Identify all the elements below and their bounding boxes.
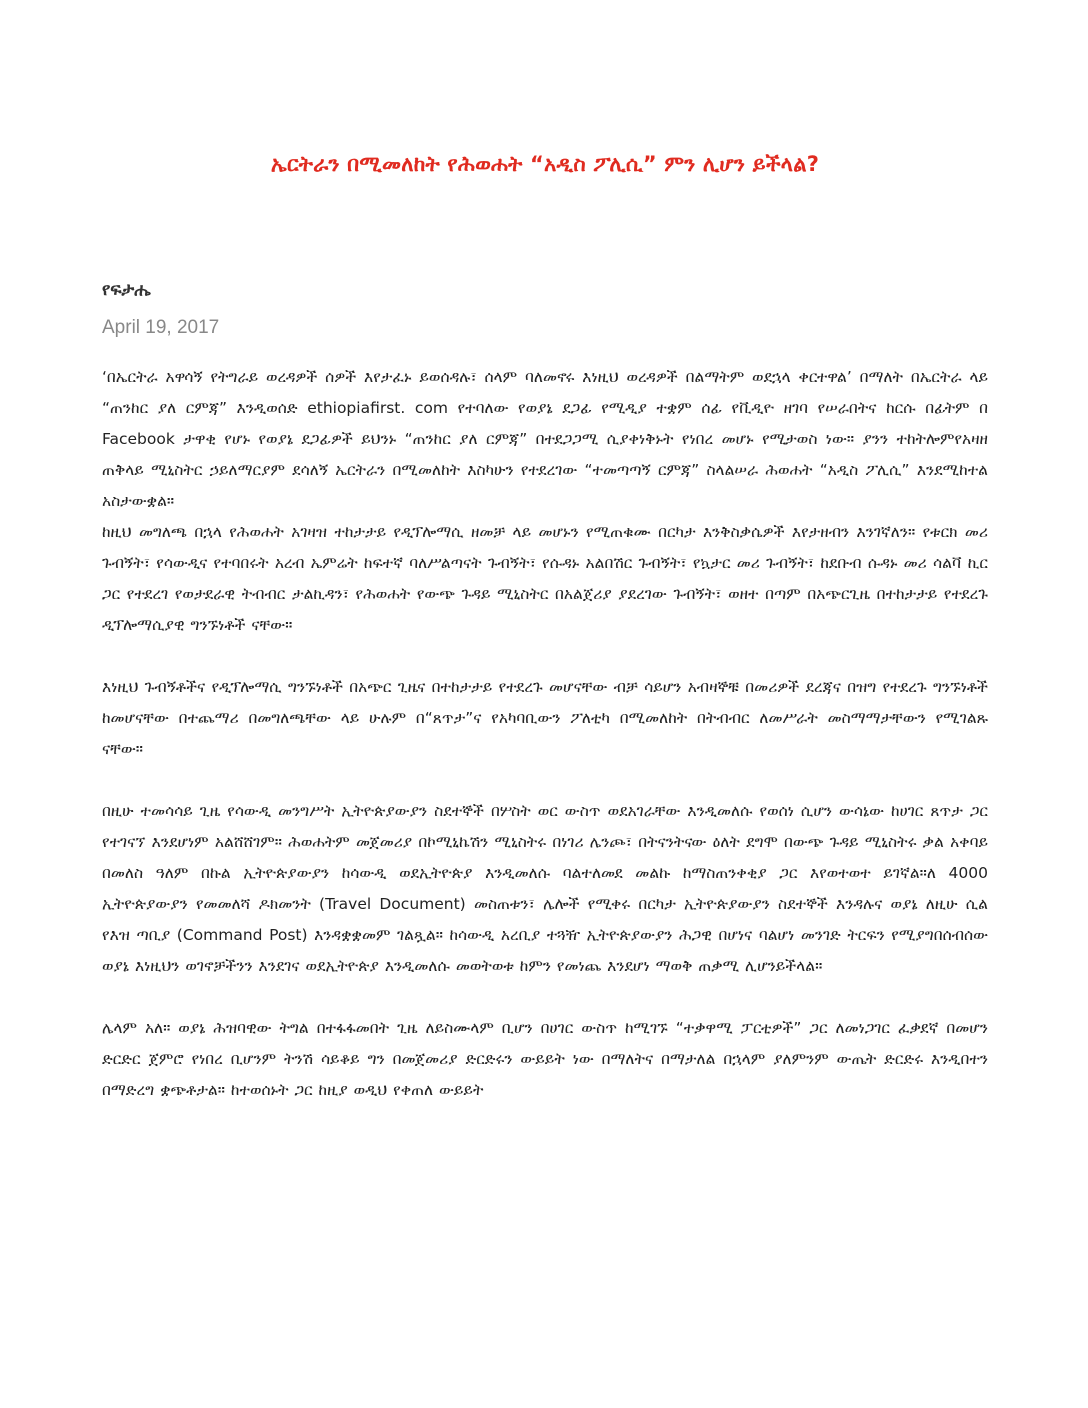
article-author: የፍታሔ: [102, 280, 151, 300]
article-title: ኤርትራን በሚመለከት የሕወሐት “አዲስ ፖሊሲ” ምን ሊሆን ይችላል?: [270, 152, 820, 176]
paragraph-1: ‘በኤርትራ አዋሳኝ የትግራይ ወረዳዎች ሰዎች እየታፈኑ ይወሰዳሉ፣ ሰላም ባለመኖሩ እነዚህ ወረዳዎች በልማትም ወደኋላ ቀርተዋል’ በማለት በኤርትራ ላይ “ጠንከር ያለ ርምጃ” እንዲወሰድ ethiopiafirst. com የተባለው የወያኔ ደጋፊ የሚዲያ ተቋም ሰፊ የቪዲዮ ዘገባ የሠራበትና ከርሱ በፊትም በ Facebook ታዋቂ የሆኑ የወያኔ ደጋፊዎች ይህንኑ “ጠንከር ያለ ርምጃ” በተደጋጋሚ ሲያቀነቅኑት የነበረ መሆኑ የሚታወስ ነው። ያንን ተከትሎምየአዛዘ ጠቅላይ ሚኒስትር ኃይለማርያም ደሳለኝ ኤርትራን በሚመለከት እስካሁን የተደረገው “ተመጣጣኝ ርምጃ” ስላልሠራ ሕወሐት “አዲስ ፖሊሲ” እንደሚከተል አስታውቋል። ከዚህ መግለጫ በኋላ የሕወሐት አገዛዝ ተከታታይ የዲፕሎማሲ ዘመቻ ላይ መሆኑን የሚጠቁሙ በርካታ እንቅስቃሴዎች እየታዘብን እንገኛለን። የቱርክ መሪ ጉብኝት፣ የሳውዲና የተባበሩት አረብ ኤምሬት ከፍተኛ ባለሥልጣናት ጉብኝት፣ የሱዳኑ አልበሽር ጉብኝት፣ የኳታር መሪ ጉብኝት፣ ከደቡብ ሱዳኑ መሪ ሳልቫ ኪር ጋር የተደረገ የወታደራዊ ትብብር ታልኪዳን፣ የሕወሐት የውጭ ጉዳይ ሚኒስትር በአልጀሪያ ያደረገው ጉብኝት፣ ወዘተ በጣም በአጭርጊዜ በተከታታይ የተደረጉ ዲፕሎማሲያዊ ግንኙነቶች ናቸው።: [102, 368, 988, 634]
paragraph-3: በዚሁ ተመሳሳይ ጊዜ የሳውዲ መንግሥት ኢትዮጵያውያን ስደተኞች በሦስት ወር ውስጥ ወደአገራቸው እንዲመለሱ የወሰነ ሲሆን ውሳኔው ከሀገር ጸጥታ ጋር የተገናኘ እንደሆነም አልሸሸገም። ሕወሐትም መጀመሪያ በኮሚኒኬሽን ሚኒስትሩ በነገሪ ሌንጮ፣ በትናንትናው ዕለት ደግሞ በውጭ ጉዳይ ሚኒስትሩ ቃል አቀባይ በመለስ ዓለም በኩል ኢትዮጵያውያን ከሳውዲ ወደኢትዮጵያ እንዲመለሱ ባልተለመደ መልኩ ከማስጠንቀቂያ ጋር እየወተወተ ይገኛል።ለ 4000 ኢትዮጵያውያን የመመለሻ ዶክመንት (Travel Document) መስጠቱን፣ ሌሎች የሚቀሩ በርካታ ኢትዮጵያውያን ስደተኞች እንዳሉና ወያኔ ለዚሁ ሲል የእዝ ጣቢያ (Command Post) እንዳቋቋመም ገልጿል። ከሳውዲ አረቢያ ተጓዥ ኢትዮጵያውያን ሕጋዊ በሆነና ባልሆነ መንገድ ትርፍን የሚያግበሰብሰው ወያኔ እነዚህን ወገኖቻችንን እንደገና ወደኢትዮጵያ እንዲመለሱ መወትወቱ ከምን የመነጨ እንደሆነ ማወቅ ጠቃሚ ሊሆንይችላል።: [102, 802, 988, 975]
article-date: April 19, 2017: [102, 317, 220, 338]
paragraph-2: እነዚህ ጉብኝቶችና የዲፕሎማሲ ግንኙነቶች በአጭር ጊዜና በተከታታይ የተደረጉ መሆናቸው ብቻ ሳይሆን አብዛኞቹ በመሪዎች ደረጃና በዝግ የተደረጉ ግንኙነቶች ከመሆናቸው በተጨማሪ በመግለጫቸው ላይ ሁሉም በ“ጸጥታ”ና የአካባቢውን ፖለቲካ በሚመለከት በትብብር ለመሥራት መስማማታቸውን የሚገልጹ ናቸው።: [102, 678, 988, 758]
article-body: [102, 362, 988, 1106]
paragraph-4: ሌላም አለ። ወያኔ ሕዝባዊው ትግል በተፋፋመበት ጊዜ ለይስሙላም ቢሆን በሀገር ውስጥ ከሚገኙ “ተቃዋሚ ፓርቲዎች” ጋር ለመነጋገር ፈቃደኛ በመሆን ድርድር ጀምሮ የነበረ ቢሆንም ትንሽ ሳይቆይ ግን በመጀመሪያ ድርድሩን ውይይት ነው በማለትና በማታለል በኋላም ያለምንም ውጤት ድርድሩ እንዲበተን በማድረግ ቋጭቶታል። ከተወሰኑት ጋር ከዚያ ወዲህ የቀጠለ ውይይት: [102, 1019, 988, 1099]
